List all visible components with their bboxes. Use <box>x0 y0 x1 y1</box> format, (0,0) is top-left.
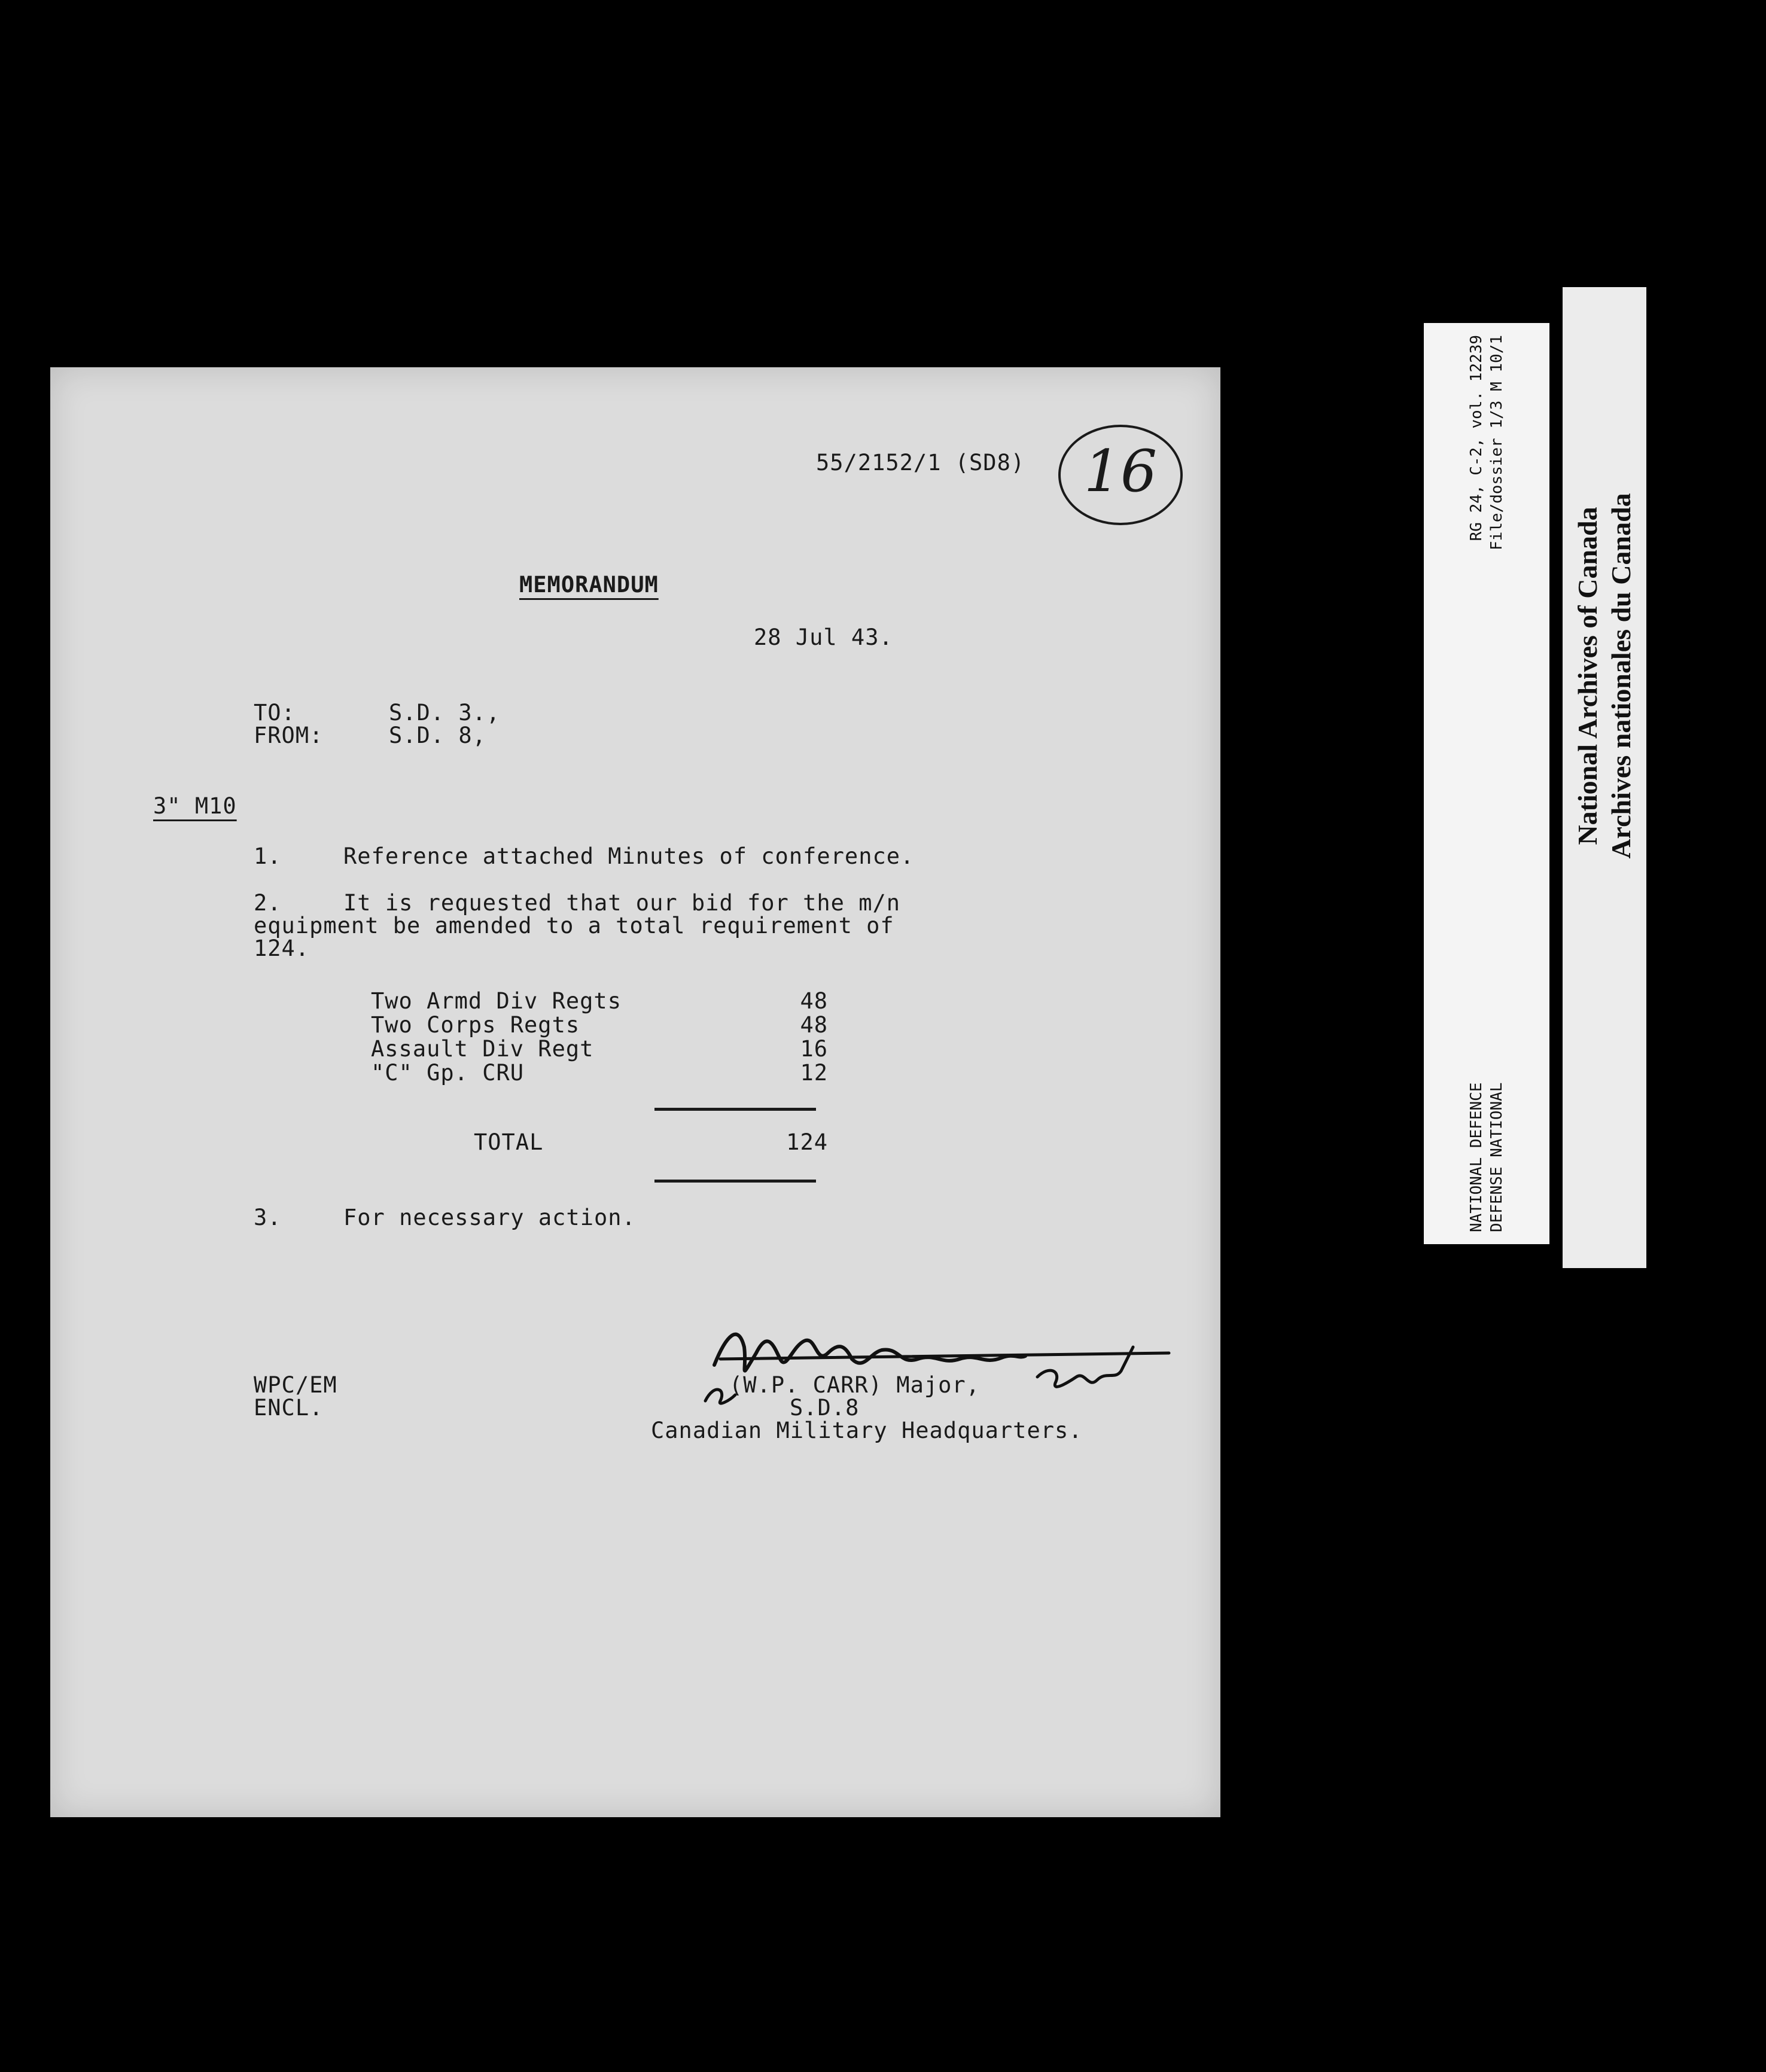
table-row-label: Two Armd Div Regts <box>371 988 622 1014</box>
from-label: FROM: <box>254 723 324 748</box>
signer-organization: Canadian Military Headquarters. <box>651 1418 1083 1443</box>
archive-label-file: File/dossier 1/3 M 10/1 <box>1488 335 1506 551</box>
total-bottom-rule <box>654 1180 816 1183</box>
total-top-rule <box>654 1108 816 1111</box>
archive-reference-strip <box>1424 323 1549 1244</box>
para3-number: 3. <box>254 1205 282 1230</box>
to-value: S.D. 3., <box>389 700 501 726</box>
para2-line1: It is requested that our bid for the m/n <box>343 890 901 916</box>
archive-name-fr: Archives nationales du Canada <box>1606 493 1636 859</box>
memo-page <box>50 367 1220 1817</box>
archive-name-text <box>1571 347 1638 1005</box>
archive-label-record-group: RG 24, C-2, vol. 12239 <box>1467 335 1485 541</box>
table-row-value: 48 <box>800 1012 828 1038</box>
archive-reference-text <box>1466 335 1507 1232</box>
signer-name: (W.P. CARR) Major, <box>729 1372 980 1398</box>
subject: 3" M10 <box>153 793 237 819</box>
enclosure-note: ENCL. <box>254 1395 324 1421</box>
table-row-value: 16 <box>800 1036 828 1062</box>
folio-stamp <box>1058 425 1183 525</box>
archive-label-department: NATIONAL DEFENCE <box>1467 1082 1485 1232</box>
para1-text: Reference attached Minutes of conference. <box>343 843 915 869</box>
para2-number: 2. <box>254 890 282 916</box>
total-label: TOTAL <box>474 1129 544 1155</box>
archive-name-strip <box>1563 287 1646 1268</box>
table-row-value: 48 <box>800 988 828 1014</box>
para2-line3: 124. <box>254 936 310 961</box>
table-row-label: Two Corps Regts <box>371 1012 580 1038</box>
archive-name-en: National Archives of Canada <box>1572 507 1603 845</box>
reference-initials: WPC/EM <box>254 1372 337 1398</box>
para2-line2: equipment be amended to a total requirement of <box>254 913 894 939</box>
archive-label-department-fr: DEFENSE NATIONAL <box>1488 1082 1506 1232</box>
para1-number: 1. <box>254 843 282 869</box>
to-label: TO: <box>254 700 296 726</box>
table-row-label: Assault Div Regt <box>371 1036 594 1062</box>
total-value: 124 <box>786 1129 828 1155</box>
table-row-value: 12 <box>800 1060 828 1086</box>
memo-date: 28 Jul 43. <box>754 624 893 650</box>
table-row-label: "C" Gp. CRU <box>371 1060 525 1086</box>
signer-unit: S.D.8 <box>790 1395 860 1421</box>
from-value: S.D. 8, <box>389 723 486 748</box>
folio-number: 16 <box>1083 438 1158 505</box>
memo-title: MEMORANDUM <box>519 572 659 598</box>
para3-text: For necessary action. <box>343 1205 636 1230</box>
file-reference: 55/2152/1 (SD8) <box>816 450 1025 476</box>
